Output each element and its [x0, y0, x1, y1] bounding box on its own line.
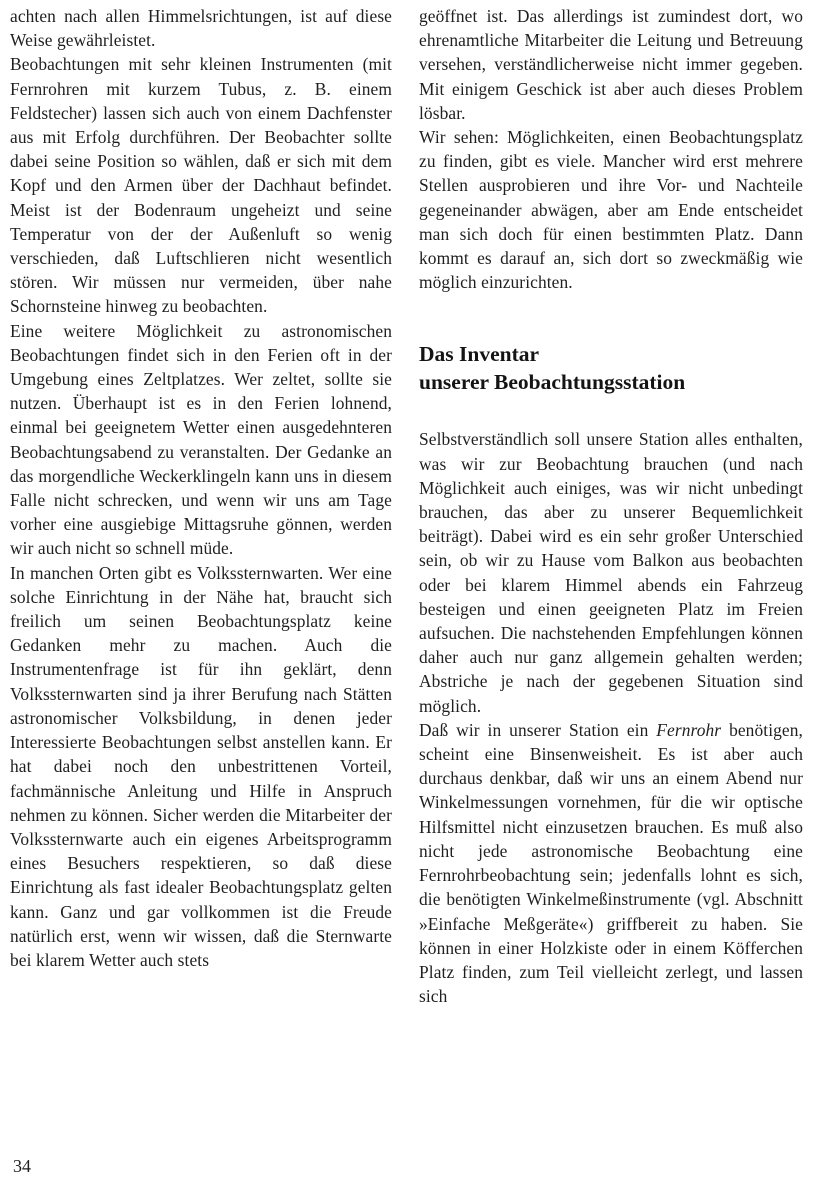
paragraph-fernrohr: [419, 718, 803, 1008]
paragraph-inventar: Selbstverständlich soll unsere Station alles enthalten, was wir zur Beobachtung brauchen (und nach Möglichkeit auch einiges, was wir nicht unbedingt brauchen, das aber zu unserer Bequemlichkeit beiträgt). Dabei wird es ein sehr großer Unterschied sein, ob wir zu Hause vom Balkon aus beobachten oder bei klarem Himmel abends ein Fahrzeug besteigen und einen geeigneten Platz im Freien aufsuchen. Die nachstehenden Empfehlungen können daher auch nur ganz allgemein gehalten werden; Abstriche je nach der gegebenen Situation sind möglich.: [419, 429, 803, 716]
section-heading-line-1: Das Inventar: [419, 342, 540, 367]
fernrohr-text-pre: Daß wir in unserer Station ein: [419, 719, 657, 740]
section-heading: [419, 340, 803, 396]
right-column: [419, 4, 803, 1008]
paragraph-zeltplatz: Eine weitere Möglichkeit zu astronomischen Beobachtungen findet sich in den Ferien oft in der Umgebung eines Zeltplatzes. Wer zeltet, sollte sie nutzen. Überhaupt ist es in den Ferien lohnend, einmal bei geeignetem Wetter einen ausgedehnteren Beobachtungsabend zu veranstalten. Der Gedanke an das morgendliche Weckerklingeln kann uns in diesem Falle nicht schrecken, und wenn wir uns am Tage vorher eine ausgiebige Mittagsruhe gönnen, werden wir auch nicht so schnell müde.: [10, 320, 392, 559]
heading-spacer: [419, 396, 803, 427]
page-number: 34: [13, 1156, 31, 1176]
paragraph-moeglichkeiten: Wir sehen: Möglichkeiten, einen Beobachtungsplatz zu finden, gibt es viele. Mancher wird erst mehrere Stellen ausprobieren und ihre Vor- und Nachteile gegeneinander abwägen, aber am Ende entscheidet man sich doch für einen bestimmten Platz. Dann kommt es darauf an, sich dort so zweckmäßig wie möglich einzurichten.: [419, 127, 803, 293]
fernrohr-text-post: benötigen, scheint eine Binsenweisheit. Es ist aber auch durchaus denkbar, daß wir uns an einem Abend nur Winkelmessungen vornehmen, für die wir optische Hilfsmittel nicht einzusetzen brauchen. Es muß also nicht jede astronomische Beobachtung eine Fernrohrbeobachtung sein; jedenfalls lohnt es sich, die benötigten Winkelmeßinstrumente (vgl. Abschnitt »Einfache Meßgeräte«) griffbereit zu haben. Sie können in einer Holzkiste oder in einem Köfferchen Platz finden, zum Teil vielleicht zerlegt, und lassen sich: [419, 719, 803, 1007]
left-column: [10, 4, 392, 972]
paragraph-continued: achten nach allen Himmelsrichtungen, ist auf diese Weise gewährleistet.: [10, 6, 392, 51]
paragraph-dachfenster: Beobachtungen mit sehr kleinen Instrumenten (mit Fernrohren mit kurzem Tubus, z. B. einem Feldstecher) lassen sich auch von einem Dachfenster aus mit Erfolg durchführen. Der Beobachter sollte dabei seine Position so wählen, daß er sich mit dem Kopf und den Armen über der Dachhaut befindet. Meist ist der Bodenraum ungeheizt und seine Temperatur von der der Außenluft so wenig verschieden, daß Luftschlieren nicht wesentlich stören. Wir müssen nur vermeiden, über nahe Schornsteine hinweg zu beobachten.: [10, 54, 392, 317]
paragraph-continued-right: geöffnet ist. Das allerdings ist zumindest dort, wo ehrenamtliche Mitarbeiter die Leitung und Betreuung versehen, verständlicherweise nicht immer gegeben. Mit einigem Geschick ist aber auch dieses Problem lösbar.: [419, 6, 803, 123]
fernrohr-emphasis: Fernrohr: [656, 719, 722, 740]
paragraph-volkssternwarten: In manchen Orten gibt es Volkssternwarten. Wer eine solche Einrichtung in der Nähe hat, braucht sich freilich um seinen Beobachtungsplatz keine Gedanken mehr zu machen. Auch die Instrumentenfrage ist für ihn geklärt, denn Volkssternwarten sind ja ihrer Berufung nach Stätten astronomischer Volksbildung, in denen jeder Interessierte Beobachtungen selbst anstellen kann. Er hat dabei noch den unbestrittenen Vorteil, fachmännische Anleitung und Hilfe in Anspruch nehmen zu können. Sicher werden die Mitarbeiter der Volkssternwarte auch ein eigenes Arbeitsprogramm eines Besuchers respektieren, so daß diese Einrichtung als fast idealer Beobachtungsplatz gelten kann. Ganz und gar vollkommen ist die Freude natürlich erst, wenn wir wissen, daß die Sternwarte bei klarem Wetter auch stets: [10, 562, 392, 970]
section-heading-line-2: unserer Beobachtungsstation: [419, 370, 686, 395]
